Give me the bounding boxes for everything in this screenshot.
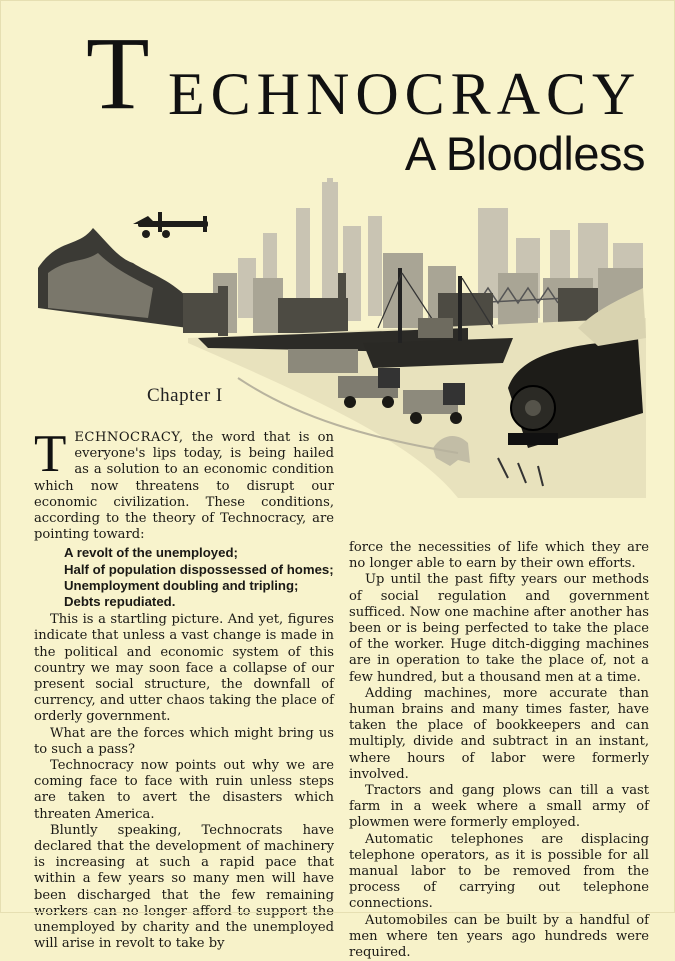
intro-text: the word that is on everyone's lips today, is being hailed as a solution to an economic condition which now threatens to disrupt our economic civilization. These conditions, according to the theory of Technocracy, are pointing toward: xyxy=(34,430,334,543)
page-title: ECHNOCRACY xyxy=(168,61,642,127)
right-column xyxy=(349,540,649,961)
page-subtitle: A Bloodless xyxy=(404,127,645,180)
points-list xyxy=(64,545,334,610)
warehouse xyxy=(288,348,358,373)
body-paragraph: Adding machines, more accurate than human brains and many times faster, have taken the place of bookkeepers and can multiply, divide and subtract in an instant, where hours of labor were formerly involved. xyxy=(349,685,649,782)
body-paragraph: What are the forces which might bring us to such a pass? xyxy=(34,725,334,757)
body-paragraph: Bluntly speaking, Technocrats have declared that the development of machinery is increasing at such a rapid pace that within a few years so many men will have been discharged that the few remaining workers can no longer afford to support the unemployed by charity and the unemployed will arise in revolt to take by xyxy=(34,822,334,952)
drop-cap: T xyxy=(34,425,67,483)
chapter-heading: Chapter I xyxy=(147,385,223,406)
body-paragraph: Technocracy now points out why we are coming face to face with ruin unless steps are taken to avert the disasters which threaten America. xyxy=(34,758,334,822)
list-item: A revolt of the unemployed; xyxy=(64,545,238,561)
list-item: Half of population dispossessed of homes; xyxy=(64,561,334,577)
list-item: Unemployment doubling and tripling; xyxy=(64,577,299,593)
body-paragraph: Automobiles can be built by a handful of men where ten years ago hundreds were required. xyxy=(349,912,649,961)
intro-first-word: ECHNOCRACY, xyxy=(74,430,184,445)
intro-paragraph xyxy=(34,425,334,543)
body-paragraph: Up until the past fifty years our methods of social regulation and government sufficed. Now one machine after another has been or is being perfected to take the place of the worker. Huge ditch-digging machines are in operation to take the place of, not a few hundred, but a thousand men at a time. xyxy=(349,572,649,685)
list-item: Debts repudiated. xyxy=(64,594,176,610)
left-column xyxy=(34,425,334,953)
body-paragraph: Tractors and gang plows can till a vast farm in a week where a small army of plowmen were formerly employed. xyxy=(349,783,649,831)
body-paragraph: Automatic telephones are displacing telephone operators, as it is possible for all manual labor to be removed from the process of carrying out telephone connections. xyxy=(349,831,649,912)
continuation-paragraph: force the necessities of life which they are no longer able to earn by their own efforts. xyxy=(349,540,649,572)
title-initial: T xyxy=(86,16,150,131)
body-paragraph: This is a startling picture. And yet, figures indicate that unless a vast change is made in the political and economic system of this country we may soon face a collapse of our present social structure, the downfall of currency, and utter chaos taking the place of orderly government. xyxy=(34,612,334,725)
